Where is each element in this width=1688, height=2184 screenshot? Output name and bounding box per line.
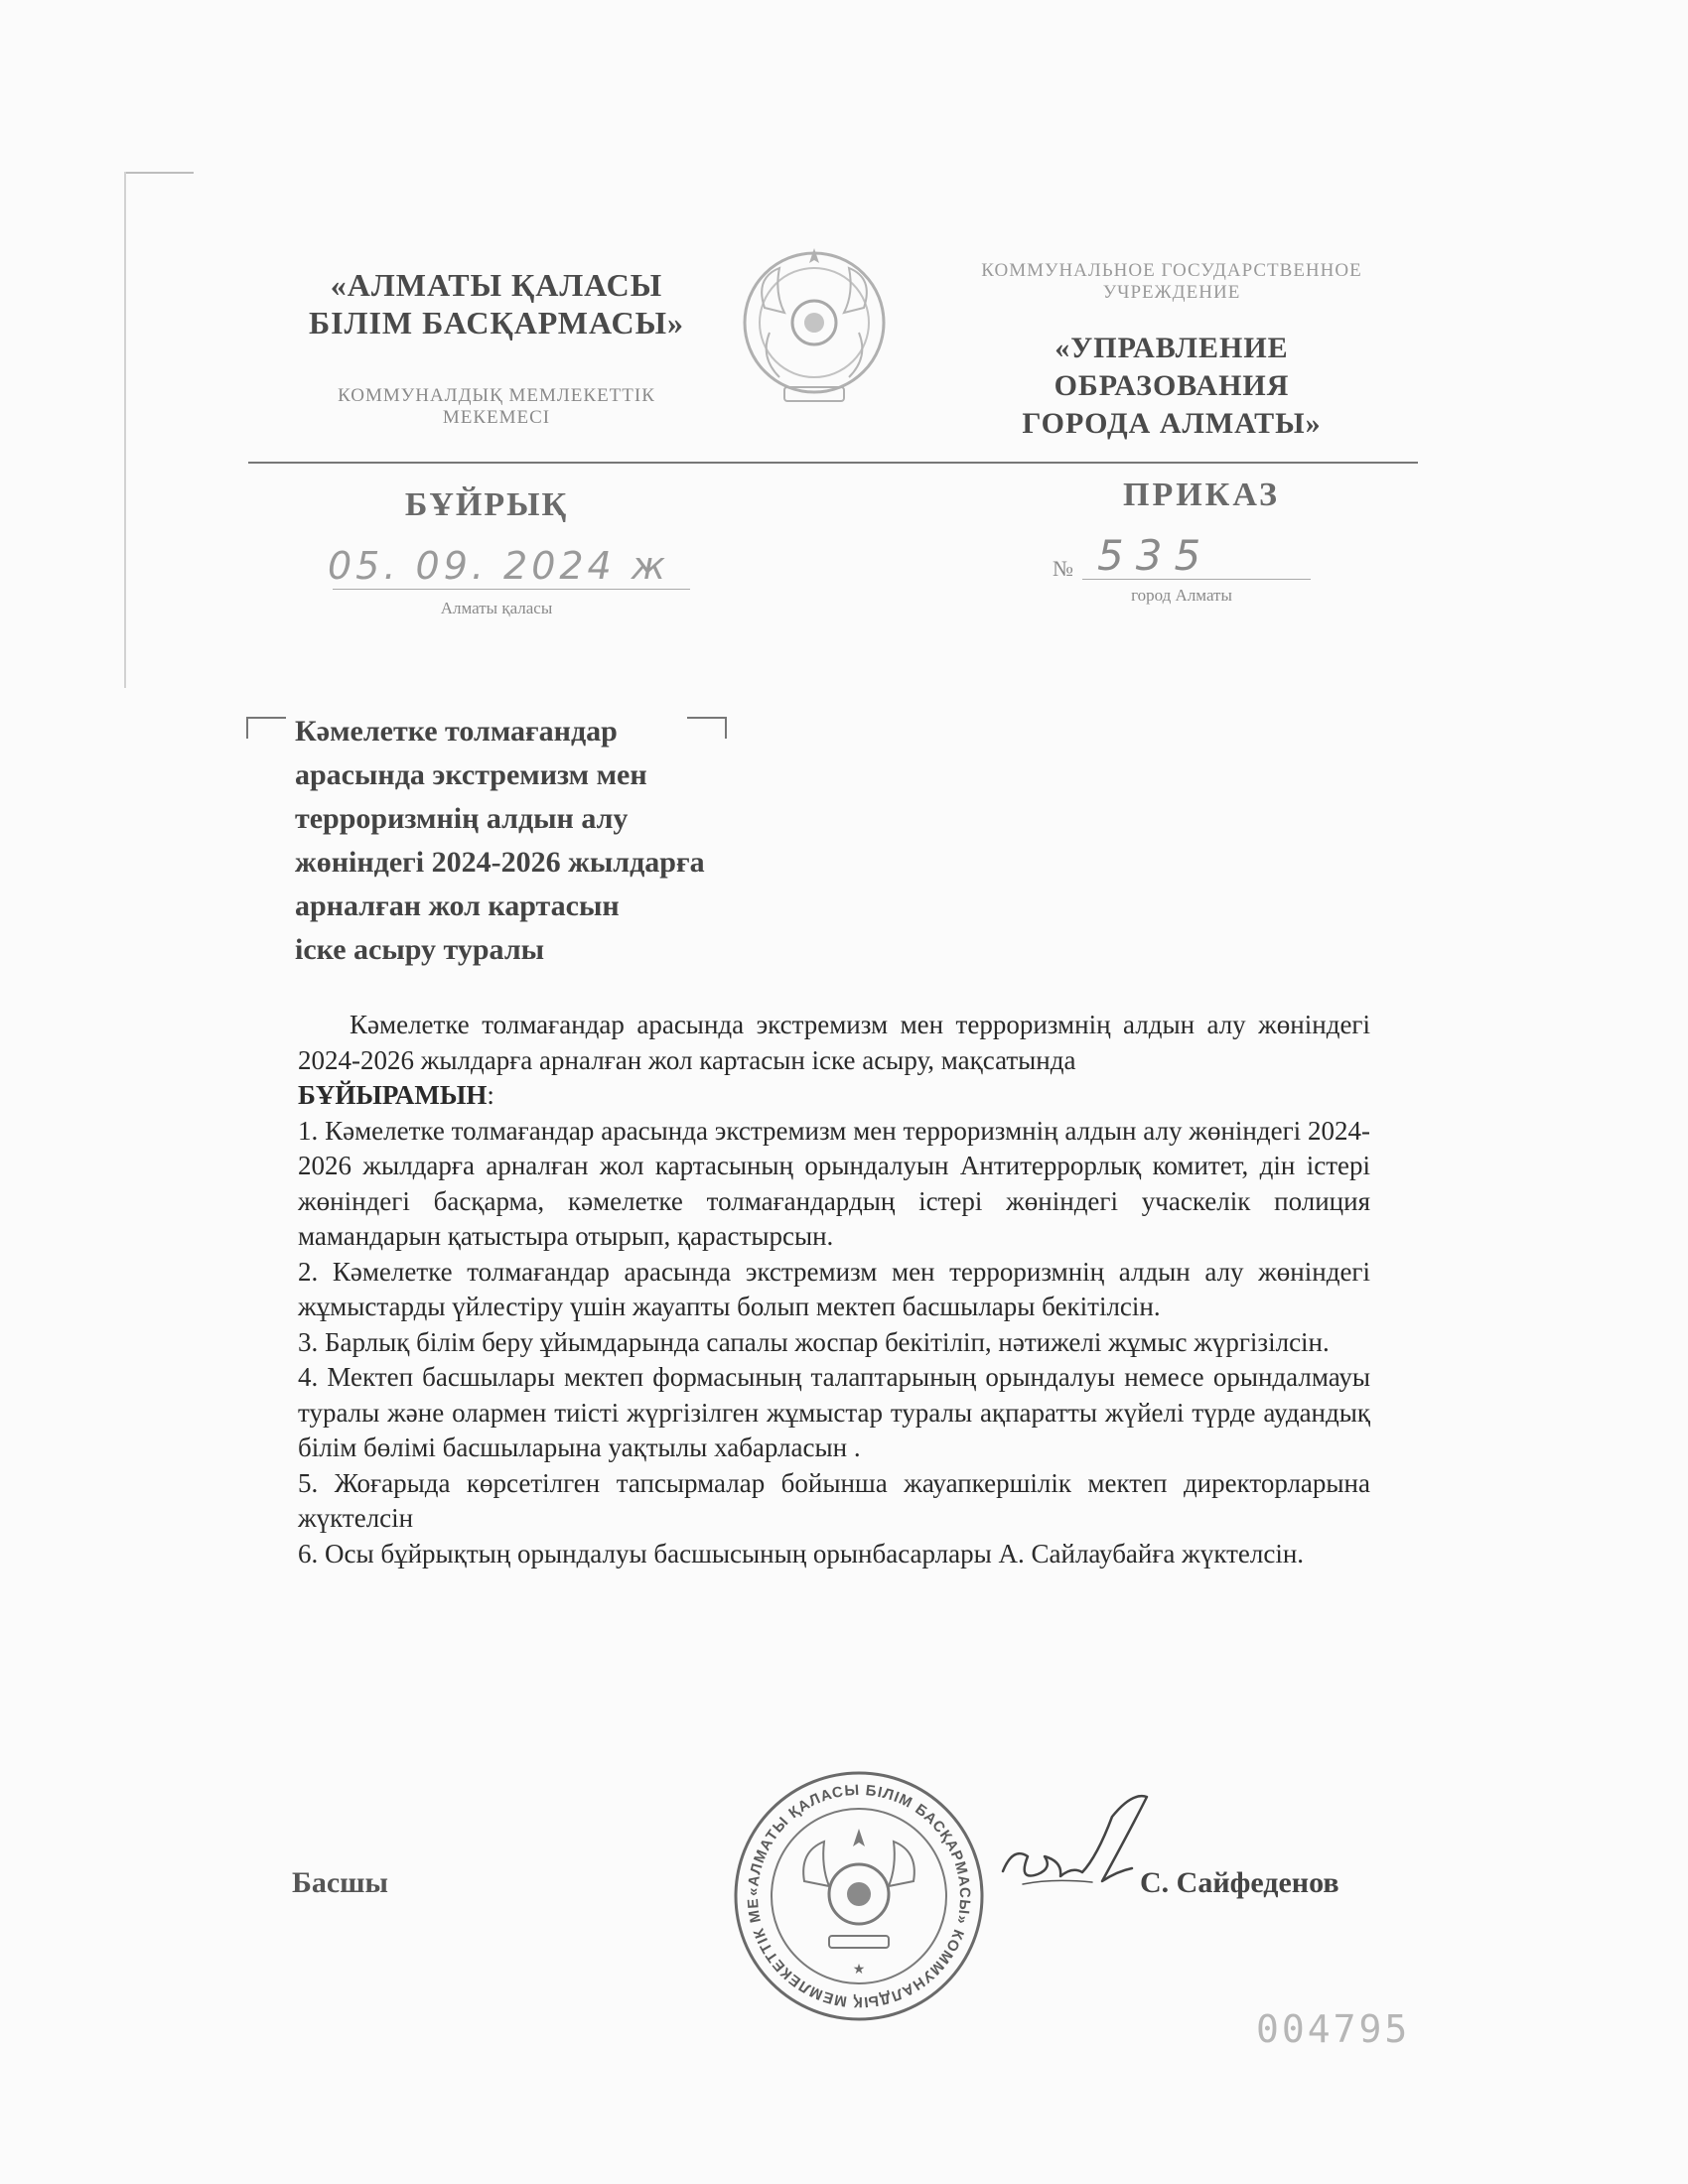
ru-org-name-line1: «УПРАВЛЕНИЕ ОБРАЗОВАНИЯ [1054,332,1290,402]
scan-frame-top-line [124,172,194,174]
kz-org-type-line1: КОММУНАЛДЫҚ МЕМЛЕКЕТТІК [338,385,655,406]
ru-org-name-line2: ГОРОДА АЛМАТЫ» [1022,407,1322,440]
body-intro: Кәмелетке толмағандар арасында экстремизм мен терроризмнің алдын алу жөніндегі 2024-2026 жылдарға арналған жол картасын іске асыру, мақсатында [298,1010,1370,1075]
registration-number: 004795 [1256,2007,1411,2051]
doc-subject [295,710,791,972]
ru-org-type-line1: КОММУНАЛЬНОЕ ГОСУДАРСТВЕННОЕ [981,260,1362,281]
order-item: 3. Барлық білім беру ұйымдарында сапалы жоспар бекітіліп, нәтижелі жұмыс жүргізілсін. [298,1326,1330,1357]
order-item: 6. Осы бұйрықтың орындалуы басшысының орынбасарлары А. Сайлаубайға жүктелсін. [298,1538,1305,1569]
state-emblem-icon [740,238,889,417]
kz-org-type-line2: МЕКЕМЕСІ [442,407,551,428]
kz-org-name-line2: БІЛІМ БАСҚАРМАСЫ» [309,305,684,341]
order-item: 1. Кәмелетке толмағандар арасында экстремизм мен терроризмнің алдын алу жөніндегі 2024-2026 жылдарға арналған жол картасының орындалуын Антитеррорлық комитет, дін істері жөніндегі басқарма, кәмелетке толмағандардың істері жөніндегі учаскелік полиция мамандарын қатыстыра отырып, қарастырсын. [298,1115,1370,1251]
header-kz-block [298,266,695,429]
svg-text:★: ★ [852,1963,866,1978]
ru-org-type-line2: УЧРЕЖДЕНИЕ [1102,282,1241,303]
header-divider [248,462,1418,464]
number-sign: № [1053,556,1073,581]
order-item: 5. Жоғарыда көрсетілген тапсырмалар бойынша жауапкершілік мектеп директорларына жүктелсін [298,1467,1370,1533]
official-stamp-icon [722,1754,988,2025]
subject-line: терроризмнің алдын алу [295,802,629,835]
subject-line: Кәмелетке толмағандар [295,715,618,748]
scan-frame-side-line [124,172,126,688]
subject-line: арасында экстремизм мен [295,758,647,791]
svg-text:«АЛМАТЫ ҚАЛАСЫ БІЛІМ БАСҚАРМАС [722,1754,973,2010]
city-ru: город Алматы [1131,586,1232,605]
subject-bracket-left [246,717,286,739]
order-item: 2. Кәмелетке толмағандар арасында экстремизм мен терроризмнің алдын алу жөніндегі жұмыстарды үйлестіру үшін жауапты болып мектеп басшылары бекітілсін. [298,1256,1370,1321]
subject-line: іске асыру туралы [295,933,545,966]
signature-label: Басшы [292,1866,388,1899]
order-word: БҰЙЫРАМЫН [298,1080,488,1110]
doc-number: 535 [1097,531,1213,580]
number-underline [1082,579,1311,580]
kz-org-name-line1: «АЛМАТЫ ҚАЛАСЫ [330,267,663,303]
order-item: 4. Мектеп басшылары мектеп формасының талаптарының орындалуы немесе орындалмауы туралы және олармен тиісті жүргізілген жұмыстар туралы ақпаратты жүйелі түрде аудандық білім бөлімі басшыларына уақтылы хабарласын . [298,1362,1370,1462]
subject-line: жөніндегі 2024-2026 жылдарға [295,846,705,879]
order-line [298,1078,1370,1114]
doc-type-ru: ПРИКАЗ [1123,477,1280,513]
city-kz: Алматы қаласы [440,599,553,617]
header-ru-block [938,260,1405,443]
order-colon: : [487,1080,494,1110]
signatory-name: С. Сайфеденов [1140,1866,1339,1899]
doc-body [298,1008,1370,1571]
doc-date: 05. 09. 2024 ж [328,544,670,588]
date-underline [333,589,690,590]
subject-line: арналған жол картасын [295,889,620,922]
stamp-ring-text: «АЛМАТЫ ҚАЛАСЫ БІЛІМ БАСҚАРМАСЫ» КОММУНАЛДЫҚ МЕМЛЕКЕТТІК МЕКЕМЕСІ • ҚАЗАҚСТАН РЕСПУБЛИКАСЫ АЛМАТЫ ҚАЛАСЫ • [722,1754,974,2011]
doc-type-kz: БҰЙРЫҚ [404,486,569,523]
